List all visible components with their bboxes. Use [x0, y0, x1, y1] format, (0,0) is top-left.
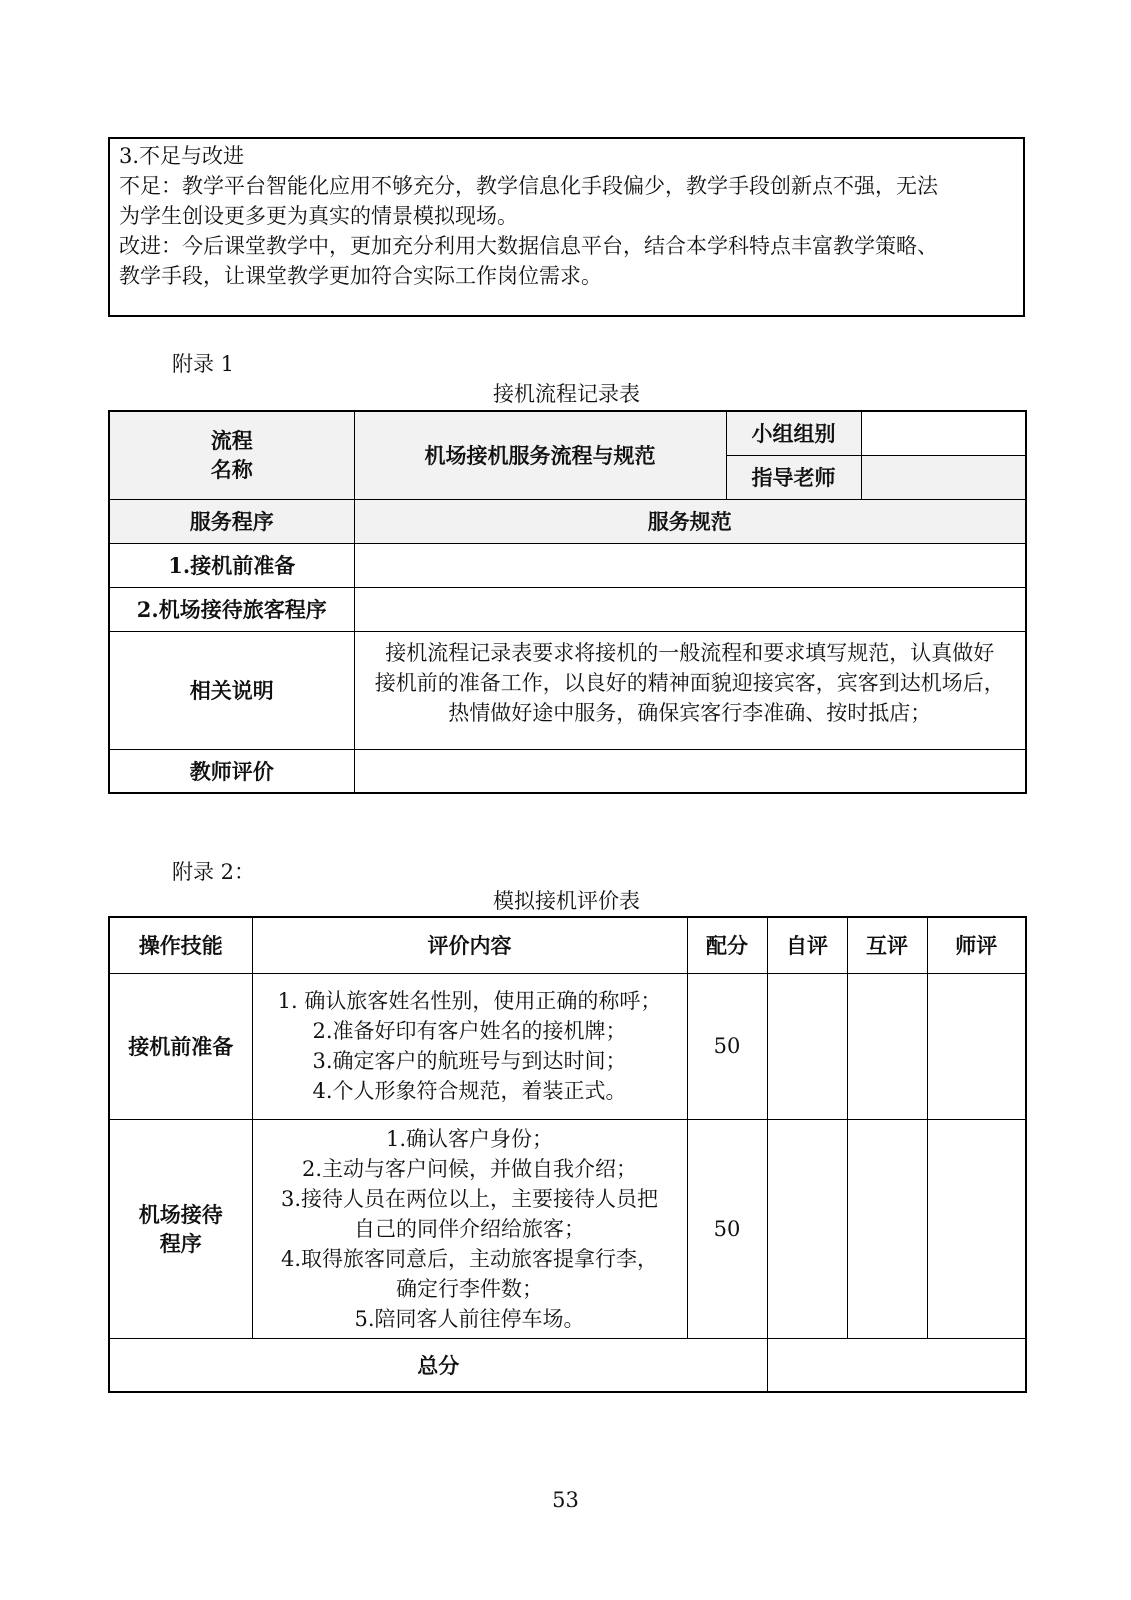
- header-teacher-eval: 师评: [927, 917, 1026, 973]
- shortcomings-text-cont: 为学生创设更多更为真实的情景模拟现场。: [119, 204, 518, 228]
- teacher-eval-label: 教师评价: [109, 749, 354, 793]
- improvement-text-cont: 教学手段，让课堂教学更加符合实际工作岗位需求。: [119, 264, 602, 288]
- content-item: 2.主动与客户问候，并做自我介绍；: [301, 1156, 638, 1181]
- content-item: 3.确定客户的航班号与到达时间；: [312, 1049, 627, 1073]
- notes-text: [354, 631, 1026, 749]
- teacher-eval-cell[interactable]: [927, 973, 1026, 1119]
- appendix1-label: 附录 1: [172, 352, 235, 376]
- content-item: 1.确认客户身份；: [385, 1126, 554, 1151]
- content-item: 确定行李件数；: [396, 1276, 543, 1301]
- header-score: 配分: [687, 917, 767, 973]
- row-prep-label: 1.接机前准备: [109, 543, 354, 587]
- content-item: 自己的同伴介绍给旅客；: [354, 1216, 585, 1241]
- total-value-cell[interactable]: [767, 1338, 1026, 1392]
- content-item: 3.接待人员在两位以上，主要接待人员把: [280, 1186, 659, 1211]
- section-heading: 3.不足与改进: [119, 144, 245, 168]
- header-content: 评价内容: [252, 917, 687, 973]
- teacher-eval-cell[interactable]: [927, 1119, 1026, 1338]
- skill-prep: 接机前准备: [109, 973, 252, 1119]
- header-skill: 操作技能: [109, 917, 252, 973]
- skill-reception-line2: 程序: [159, 1230, 202, 1256]
- notes-label: 相关说明: [109, 631, 354, 749]
- peer-eval-cell[interactable]: [847, 1119, 927, 1338]
- notes-line: 接机前的准备工作，以良好的精神面貌迎接宾客，宾客到达机场后，: [374, 670, 1005, 695]
- row-prep-value-cell[interactable]: [354, 543, 1026, 587]
- procedure-header: 服务程序: [109, 499, 354, 543]
- score-prep: 50: [687, 973, 767, 1119]
- improvement-section: [108, 137, 1025, 317]
- page-number: 53: [552, 1488, 579, 1512]
- pickup-record-table: [108, 410, 1027, 794]
- pickup-evaluation-table: [108, 916, 1027, 1393]
- self-eval-cell[interactable]: [767, 1119, 847, 1338]
- group-label: 小组组别: [726, 411, 861, 455]
- row-reception-value-cell[interactable]: [354, 587, 1026, 631]
- row-reception-label: 2.机场接待旅客程序: [109, 587, 354, 631]
- flow-name-value: 机场接机服务流程与规范: [354, 411, 726, 499]
- header-peer-eval: 互评: [847, 917, 927, 973]
- content-item: 1. 确认旅客姓名性别，使用正确的称呼；: [277, 989, 662, 1013]
- teacher-value-cell[interactable]: [861, 455, 1026, 499]
- group-value-cell[interactable]: [861, 411, 1026, 455]
- notes-line: 接机流程记录表要求将接机的一般流程和要求填写规范，认真做好: [385, 640, 995, 665]
- flow-name-line1: 流程: [210, 428, 253, 454]
- appendix2-title: 模拟接机评价表: [493, 889, 640, 913]
- score-reception: 50: [687, 1119, 767, 1338]
- skill-reception: [109, 1119, 252, 1338]
- shortcomings-text: 不足：教学平台智能化应用不够充分，教学信息化手段偏少，教学手段创新点不强，无法: [119, 174, 938, 198]
- peer-eval-cell[interactable]: [847, 973, 927, 1119]
- teacher-label: 指导老师: [726, 455, 861, 499]
- improvement-text: 改进：今后课堂教学中，更加充分利用大数据信息平台，结合本学科特点丰富教学策略、: [119, 234, 938, 258]
- appendix2-label: 附录 2：: [172, 860, 256, 884]
- teacher-eval-value-cell[interactable]: [354, 749, 1026, 793]
- content-item: 4.取得旅客同意后，主动旅客提拿行李，: [280, 1246, 659, 1271]
- content-item: 2.准备好印有客户姓名的接机牌；: [312, 1019, 627, 1043]
- skill-reception-line1: 机场接待: [138, 1201, 223, 1227]
- self-eval-cell[interactable]: [767, 973, 847, 1119]
- appendix1-title: 接机流程记录表: [493, 382, 640, 406]
- content-reception: [252, 1119, 687, 1338]
- flow-name-line2: 名称: [210, 457, 253, 483]
- content-item: 5.陪同客人前往停车场。: [354, 1306, 585, 1331]
- content-prep: [252, 973, 687, 1119]
- standard-header: 服务规范: [354, 499, 1026, 543]
- header-self-eval: 自评: [767, 917, 847, 973]
- notes-line: 热情做好途中服务，确保宾客行李准确、按时抵店；: [448, 700, 932, 725]
- content-item: 4.个人形象符合规范，着装正式。: [312, 1079, 627, 1103]
- total-label: 总分: [109, 1338, 767, 1392]
- flow-name-label: [109, 411, 354, 499]
